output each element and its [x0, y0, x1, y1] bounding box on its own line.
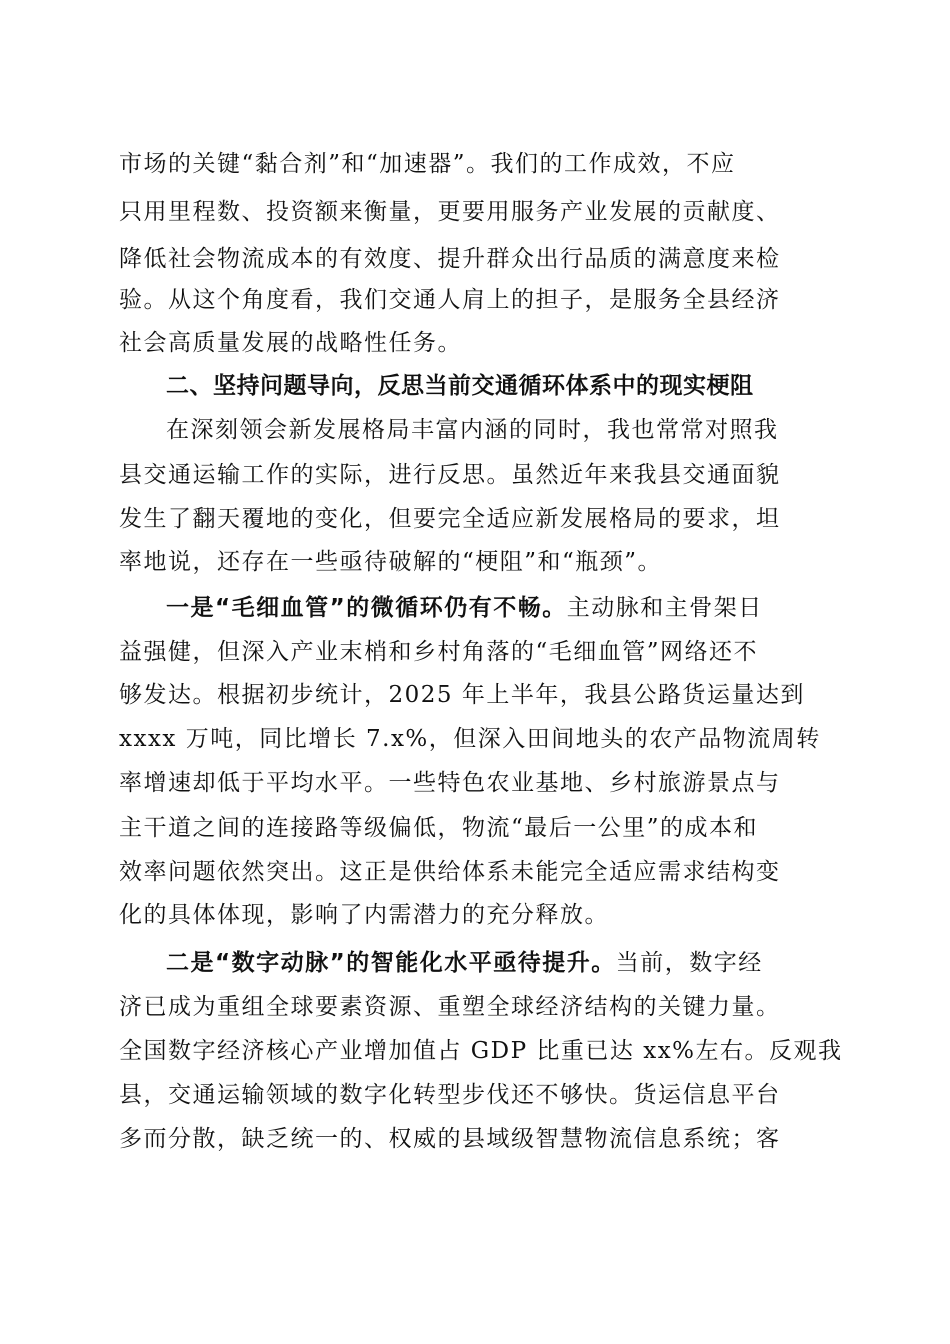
- paragraph-line: 多而分散，缺乏统一的、权威的县域级智慧物流信息系统；客: [119, 1126, 781, 1152]
- paragraph-line: 主干道之间的连接路等级偏低，物流“最后一公里”的成本和: [119, 815, 759, 841]
- paragraph-line: 只用里程数、投资额来衡量，更要用服务产业发展的贡献度、: [119, 199, 781, 225]
- paragraph-line: 在深刻领会新发展格局丰富内涵的同时，我也常常对照我: [166, 417, 779, 443]
- paragraph-line: 县，交通运输领域的数字化转型步伐还不够快。货运信息平台: [119, 1082, 781, 1108]
- paragraph-line: 率增速却低于平均水平。一些特色农业基地、乡村旅游景点与: [119, 770, 781, 796]
- paragraph-line: 济已成为重组全球要素资源、重塑全球经济结构的关键力量。: [119, 994, 781, 1020]
- paragraph-continuation: 当前，数字经: [615, 950, 763, 976]
- paragraph-line: 发生了翻天覆地的变化，但要完全适应新发展格局的要求，坦: [119, 506, 781, 532]
- paragraph-line: 验。从这个角度看，我们交通人肩上的担子，是服务全县经济: [119, 287, 781, 313]
- paragraph-line: 全国数字经济核心产业增加值占 GDP 比重已达 xx%左右。反观我: [119, 1038, 843, 1064]
- paragraph-line: 率地说，还存在一些亟待破解的“梗阻”和“瓶颈”。: [119, 549, 663, 575]
- paragraph-line: 效率问题依然突出。这正是供给体系未能完全适应需求结构变: [119, 859, 781, 885]
- paragraph-line: xxxx 万吨，同比增长 7.x%，但深入田间地头的农产品物流周转: [119, 726, 821, 752]
- paragraph-lead-sentence: 一是“毛细血管”的微循环仍有不畅。: [166, 595, 567, 621]
- paragraph-line: 降低社会物流成本的有效度、提升群众出行品质的满意度来检: [119, 246, 781, 272]
- paragraph-line: 益强健，但深入产业末梢和乡村角落的“毛细血管”网络还不: [119, 639, 759, 665]
- paragraph-line: 社会高质量发展的战略性任务。: [119, 330, 462, 356]
- paragraph-line: 化的具体体现，影响了内需潜力的充分释放。: [119, 902, 609, 928]
- paragraph-line-with-lead: [166, 593, 826, 623]
- paragraph-lead-sentence: 二是“数字动脉”的智能化水平亟待提升。: [166, 950, 616, 976]
- paragraph-line: 县交通运输工作的实际，进行反思。虽然近年来我县交通面貌: [119, 462, 781, 488]
- section-heading: 二、坚持问题导向，反思当前交通循环体系中的现实梗阻: [166, 373, 754, 399]
- paragraph-line: 市场的关键“黏合剂”和“加速器”。我们的工作成效，不应: [119, 151, 736, 177]
- paragraph-line: 够发达。根据初步统计，2025 年上半年，我县公路货运量达到: [119, 682, 805, 708]
- paragraph-line-with-lead: [166, 948, 826, 978]
- paragraph-continuation: 主动脉和主骨架日: [566, 595, 763, 621]
